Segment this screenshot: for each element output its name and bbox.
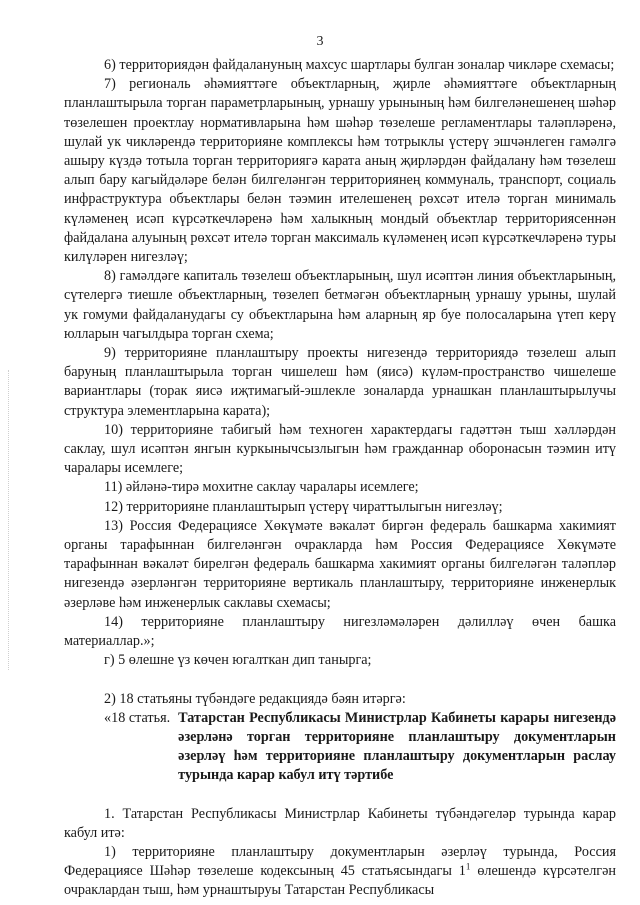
list-item: 11) әйләнә-тирә мохитне саклау чаралары исемлеге;	[104, 479, 419, 496]
article-title: Татарстан Республикасы Министрлар Кабинеты карары нигезендә әзерләнә торган территорияне планлаштыру документларын әзерләү һәм территорияне планлаштыру документларын раслау турында карар кабул итү тәртибе	[178, 709, 616, 784]
document-body	[64, 56, 616, 901]
paragraph	[64, 843, 616, 901]
list-item: 9) территорияне планлаштыру проекты нигезендә территориядә төзелеш алып баруның планлаштырыла торган чишелеш һәм (яисә) күләм-пространство чишелеше вариантлары (торак яисә иҗтимагый-эшлекле зоналарда урнашкан планлаштырылучы структура элементларына карата);	[64, 345, 616, 419]
list-item: 6) территориядән файдалануның махсус шартлары булган зоналар чикләре схемасы;	[104, 57, 615, 73]
paragraph-text: 1) территорияне планлаштыру документларын әзерләү турында, Россия Федерациясе Шәһәр төзелеше кодексының 45 статьясындагы 1	[64, 843, 616, 880]
scan-margin-marks	[8, 370, 11, 670]
list-item: 7) региональ әһәмияттәге объектларның, җирле әһәмияттәге объектларның планлаштырыла торган параметрларының, урнашу урынының һәм билгеләнешенең шәһәр төзелешен проектлау нормативларына һәм шәһәр төзелеше регламентлары таләпләренә, шулай ук чикләрендә территорияне комплексы һәм тотрыклы үстерү эшчәнлеген гамәлгә ашыру күздә тотыла торган территориягә карата аның җирләрдән файдалану һәм төзелеш алып бару кагыйдәләре белән билгеләнгән территориянең коммуналь, транспорт, социаль инфраструктура объектлары белән тәэмин ителешенең рөхсәт ителә торган минималь күләменең исәп күрсәткечләренә һәм халыкның мондый объектлар территориясеннән файдалана алуының рөхсәт ителә торган максималь күләменең исәп күрсәткечләренә туры килүләрен нигезләү;	[64, 76, 616, 266]
superscript: 1	[465, 861, 471, 872]
section-item: 2) 18 статьяны түбәндәге редакциядә бәян итәргә:	[104, 690, 406, 707]
list-item: 13) Россия Федерациясе Хөкүмәте вәкаләт биргән федераль башкарма хакимият органы тарафыннан билгеләнгән очракларда һәм Россия Федерациясе Хөкүмәте тарафыннан вәкаләт бирелгән федераль башкарма хакимият органы билгеләгән таләпләр нигезендә әзерләнгән территорияне вертикаль планлаштыру, территорияне инженерлык әзерләве һәм инженерлык саклавы схемасы;	[64, 517, 616, 611]
article-number: «18 статья.	[104, 709, 171, 726]
paragraph: 1. Татарстан Республикасы Министрлар Кабинеты түбәндәгеләр турында карар кабул итә:	[64, 805, 616, 841]
page-number: 3	[316, 34, 324, 49]
list-item: г) 5 өлешне үз көчен югалткан дип танырга;	[104, 652, 372, 669]
paragraph-text: өлешендә күрсәтелгән очраклардан тыш, һәм урнаштыруы Татарстан Республикасы	[64, 863, 616, 899]
list-item: 12) территорияне планлаштырып үстерү чираттылыгын нигезләү;	[104, 498, 503, 515]
spacer	[64, 786, 616, 805]
list-item: 10) территорияне табигый һәм техноген характердагы гадәттән тыш хәлләрдән саклау, шул исәптән янгын куркынычсызлыгын һәм гражданнар оборонасын тәэмин итү чаралары исемлеге;	[64, 421, 616, 477]
spacer	[64, 671, 616, 690]
list-item: 14) территорияне планлаштыру нигезләмәләрен дәлилләү өчен башка материаллар.»;	[64, 613, 616, 650]
list-item: 8) гамәлдәге капиталь төзелеш объектларының, шул исәптән линия объектларының, сүтелергә тиешле объектларның, төзелеп бетмәгән объектларның урнашу урыны, шулай ук гомуми файдаланудагы су объектларына һәм аларның яр буе полосаларына үтеп керү юлларын чагылдыра торган схема;	[64, 268, 616, 342]
article-heading	[104, 709, 616, 786]
